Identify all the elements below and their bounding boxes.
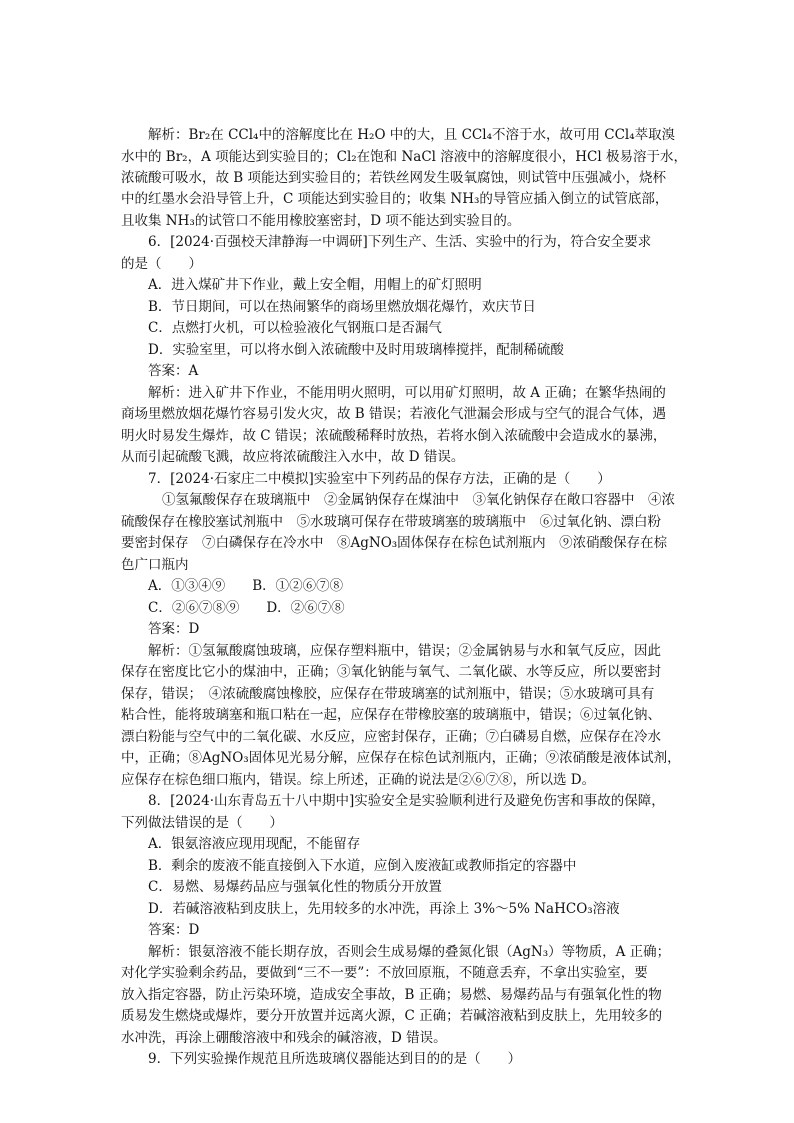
text-line: 水中的 Br₂，A 项能达到实验目的；Cl₂在饱和 NaCl 溶液中的溶解度很小，HCl 极易溶于水， [121,149,687,165]
question-7-stem: 7．[2024·石家庄二中模拟]实验室中下列药品的保存方法，正确的是（ ） [148,471,611,487]
option-d: D．实验室里，可以将水倒入浓硫酸中及时用玻璃棒搅拌，配制稀硫酸 [148,342,564,358]
option-b: B．节日期间，可以在热闹繁华的商场里燃放烟花爆竹，欢庆节日 [148,299,536,315]
text-line: 且收集 NH₃的试管口不能用橡胶塞密封，D 项不能达到实验目的。 [121,213,521,229]
text-line: 商场里燃放烟花爆竹容易引发火灾，故 B 错误；若液化气泄漏会形成与空气的混合气体，遇 [121,406,667,422]
answer: 答案：A [148,363,199,379]
text-line: ①氢氟酸保存在玻璃瓶中 ②金属钠保存在煤油中 ③氧化钠保存在敞口容器中 ④浓 [162,492,675,508]
question-6-stem: 的是（ ） [121,256,202,272]
text-line: 粘合性，能将玻璃塞和瓶口粘在一起，应保存在带橡胶塞的玻璃瓶中，错误；⑥过氧化钠、 [121,707,661,723]
text-line: 应保存在棕色细口瓶内，错误。综上所述，正确的说法是②⑥⑦⑧，所以选 D。 [121,772,596,788]
text-line: 中，正确；⑧AgNO₃固体见光易分解，应保存在棕色试剂瓶内，正确；⑨浓硝酸是液体试剂， [121,750,681,766]
option-c: C．易燃、易爆药品应与强氧化性的物质分开放置 [148,879,442,895]
option-c: C．点燃打火机，可以检验液化气钢瓶口是否漏气 [148,320,442,336]
text-line: 浓硫酸可吸水，故 B 项能达到实验目的；若铁丝网发生吸氧腐蚀，则试管中压强减小，烧杯 [121,170,667,186]
option-a: A．进入煤矿井下作业，戴上安全帽，用帽上的矿灯照明 [148,277,482,293]
text-line: 水冲洗，再涂上硼酸溶液中和残余的碱溶液，D 错误。 [121,1030,447,1046]
text-line: 质易发生燃烧或爆炸，要分开放置并远离火源，C 正确；若碱溶液粘到皮肤上，先用较多的 [121,1008,663,1024]
text-line: 中的红墨水会沿导管上升，C 项能达到实验目的；收集 NH₃的导管应插入倒立的试管底部， [121,191,669,207]
text-line: 保存，错误； ④浓硫酸腐蚀橡胶，应保存在带玻璃塞的试剂瓶中，错误；⑤水玻璃可具有 [121,686,655,702]
question-8-stem: 8．[2024·山东青岛五十八中期中]实验安全是实验顺利进行及避免伤害和事故的保障， [148,793,665,809]
text-line: 解析：Br₂在 CCl₄中的溶解度比在 H₂O 中的大，且 CCl₄不溶于水，故可用 CCl₄萃取溴 [148,127,676,143]
text-line: 要密封保存 ⑦白磷保存在冷水中 ⑧AgNO₃固体保存在棕色试剂瓶内 ⑨浓硝酸保存在棕 [121,535,668,551]
text-line: 漂白粉能与空气中的二氧化碳、水反应，应密封保存，正确；⑦白磷易自燃，应保存在冷水 [121,729,661,745]
text-line: 解析：①氢氟酸腐蚀玻璃，应保存塑料瓶中，错误；②金属钠易与水和氧气反应，因此 [148,643,661,659]
option-d: D．若碱溶液粘到皮肤上，先用较多的水冲洗，再涂上 3%～5% NaHCO₃溶液 [148,901,620,917]
text-line: 对化学实验剩余药品，要做到“三不一要”：不放回原瓶，不随意丢弃，不拿出实验室，要 [121,965,648,981]
text-line: 从而引起硫酸飞溅，故应将浓硫酸注入水中，故 D 错误。 [121,449,465,465]
answer: 答案：D [148,922,200,938]
option-ab: A．①③④⑨ B．①②⑥⑦⑧ [148,578,344,594]
question-9-stem: 9．下列实验操作规范且所选玻璃仪器能达到目的的是（ ） [148,1051,522,1067]
text-line: 色广口瓶内 [121,557,189,573]
answer: 答案：D [148,621,200,637]
option-b: B．剩余的废液不能直接倒入下水道，应倒入废液缸或教师指定的容器中 [148,858,577,874]
option-cd: C．②⑥⑦⑧⑨ D．②⑥⑦⑧ [148,600,345,616]
text-line: 保存在密度比它小的煤油中，正确；③氧化钠能与氧气、二氧化碳、水等反应，所以要密封 [121,664,661,680]
text-line: 放入指定容器，防止污染环境，造成安全事故，B 正确；易燃、易爆药品与有强氧化性的物 [121,987,662,1003]
text-line: 解析：银氨溶液不能长期存放，否则会生成易爆的叠氮化银（AgN₃）等物质，A 正确； [148,944,671,960]
option-a: A．银氨溶液应现用现配，不能留存 [148,836,361,852]
question-8-stem: 下列做法错误的是（ ） [121,815,283,831]
text-line: 硫酸保存在橡胶塞试剂瓶中 ⑤水玻璃可保存在带玻璃塞的玻璃瓶中 ⑥过氧化钠、漂白粉 [121,514,661,530]
question-6-stem: 6．[2024·百强校天津静海一中调研]下列生产、生活、实验中的行为，符合安全要求 [148,234,652,250]
text-line: 明火时易发生爆炸，故 C 错误；浓硫酸稀释时放热，若将水倒入浓硫酸中会造成水的暴沸， [121,428,667,444]
text-line: 解析：进入矿井下作业，不能用明火照明，可以用矿灯照明，故 A 正确；在繁华热闹的 [148,385,666,401]
